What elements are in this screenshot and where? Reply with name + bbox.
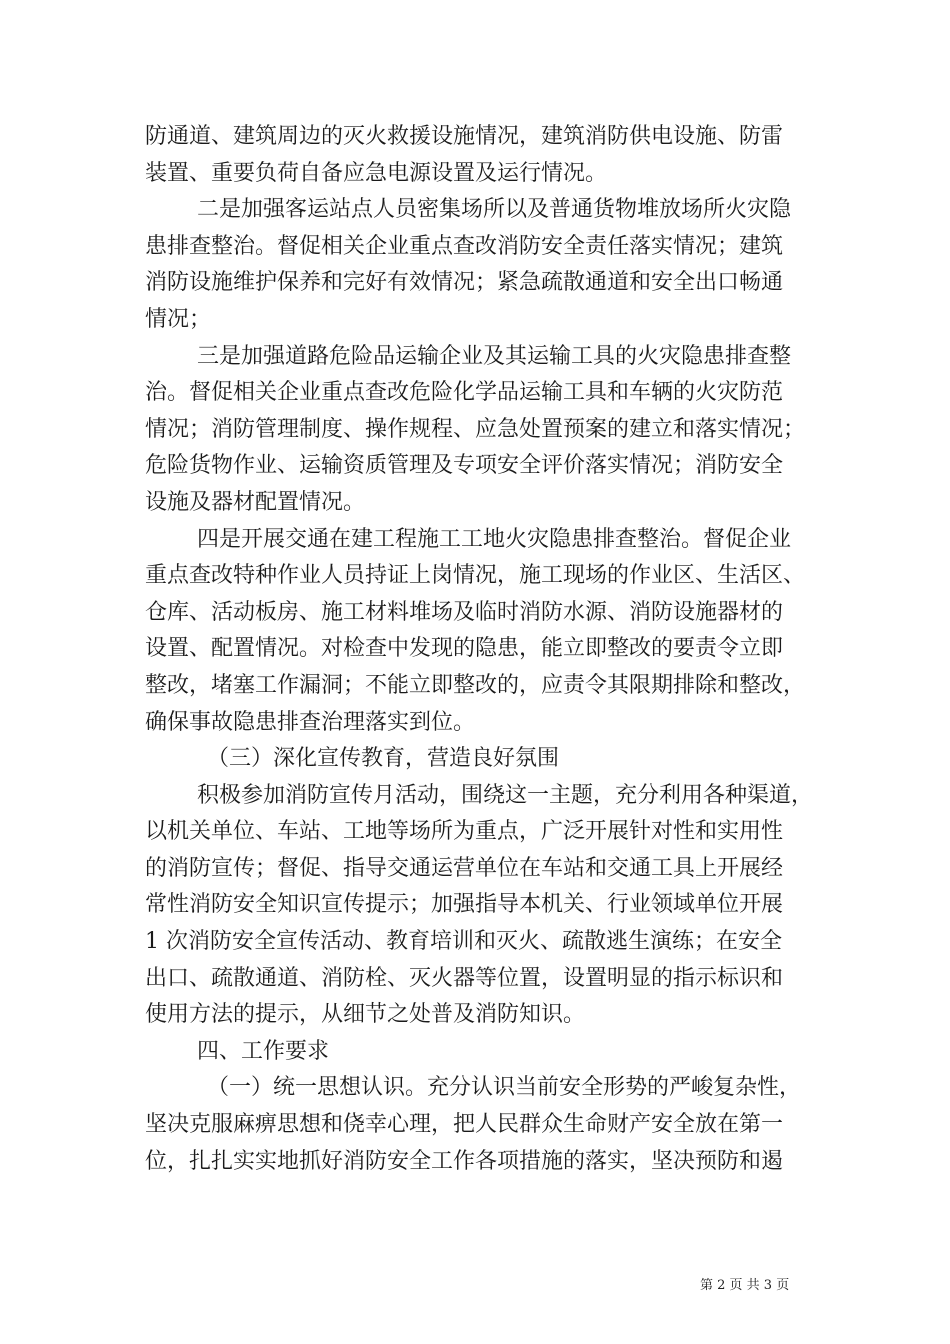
paragraph-start: （一）统一思想认识。充分认识当前安全形势的严峻复杂性， [207, 1075, 802, 1101]
text-line: 确保事故隐患排查治理落实到位。 [145, 709, 476, 735]
text-line: 重点查改特种作业人员持证上岗情况，施工现场的作业区、生活区、 [145, 563, 806, 589]
text-line: 患排查整治。督促相关企业重点查改消防安全责任落实情况；建筑 [145, 233, 784, 259]
text-line: 以机关单位、车站、工地等场所为重点，广泛开展针对性和实用性 [145, 819, 784, 845]
paragraph-start: 三是加强道路危险品运输企业及其运输工具的火灾隐患排查整 [197, 343, 792, 369]
text-line: 消防设施维护保养和完好有效情况；紧急疏散通道和安全出口畅通 [145, 270, 784, 296]
text-line: 整改，堵塞工作漏洞；不能立即整改的，应责令其限期排除和整改， [145, 672, 806, 698]
paragraph-start: 四是开展交通在建工程施工工地火灾隐患排查整治。督促企业 [197, 526, 792, 552]
text-line: 设置、配置情况。对检查中发现的隐患，能立即整改的要责令立即 [145, 636, 784, 662]
text-line: 防通道、建筑周边的灭火救援设施情况，建筑消防供电设施、防雷 [145, 124, 784, 149]
text-line: 出口、疏散通道、消防栓、灭火器等位置，设置明显的指示标识和 [145, 965, 784, 991]
text-line: 的消防宣传；督促、指导交通运营单位在车站和交通工具上开展经 [145, 855, 784, 881]
text-line: 位，扎扎实实地抓好消防安全工作各项措施的落实，坚决预防和遏 [145, 1148, 784, 1174]
document-body [145, 119, 814, 1180]
text-line: 治。督促相关企业重点查改危险化学品运输工具和车辆的火灾防范 [145, 380, 784, 406]
text-line: 设施及器材配置情况。 [145, 489, 366, 515]
text-line: 坚决克服麻痹思想和侥幸心理，把人民群众生命财产安全放在第一 [145, 1112, 784, 1138]
text-line: 危险货物作业、运输资质管理及专项安全评价落实情况；消防安全 [145, 453, 784, 479]
paragraph-start: 积极参加消防宣传月活动，围绕这一主题，充分利用各种渠道， [197, 782, 814, 808]
page-number: 第 2 页 共 3 页 [700, 1278, 790, 1293]
section-heading: 四、工作要求 [197, 1038, 330, 1064]
text-line: 情况； [145, 306, 212, 332]
text-line: 情况；消防管理制度、操作规程、应急处置预案的建立和落实情况； [145, 416, 806, 442]
text-line: 常性消防安全知识宣传提示；加强指导本机关、行业领域单位开展 [145, 892, 784, 918]
paragraph-start: 二是加强客运站点人员密集场所以及普通货物堆放场所火灾隐 [197, 197, 792, 223]
text-line: 装置、重要负荷自备应急电源设置及运行情况。 [145, 160, 608, 186]
text-line: 使用方法的提示，从细节之处普及消防知识。 [145, 1002, 586, 1028]
text-line: 1 次消防安全宣传活动、教育培训和灭火、疏散逃生演练；在安全 [145, 929, 782, 955]
section-heading: （三）深化宣传教育，营造良好氛围 [207, 746, 560, 772]
text-line: 仓库、活动板房、施工材料堆场及临时消防水源、消防设施器材的 [145, 599, 784, 625]
